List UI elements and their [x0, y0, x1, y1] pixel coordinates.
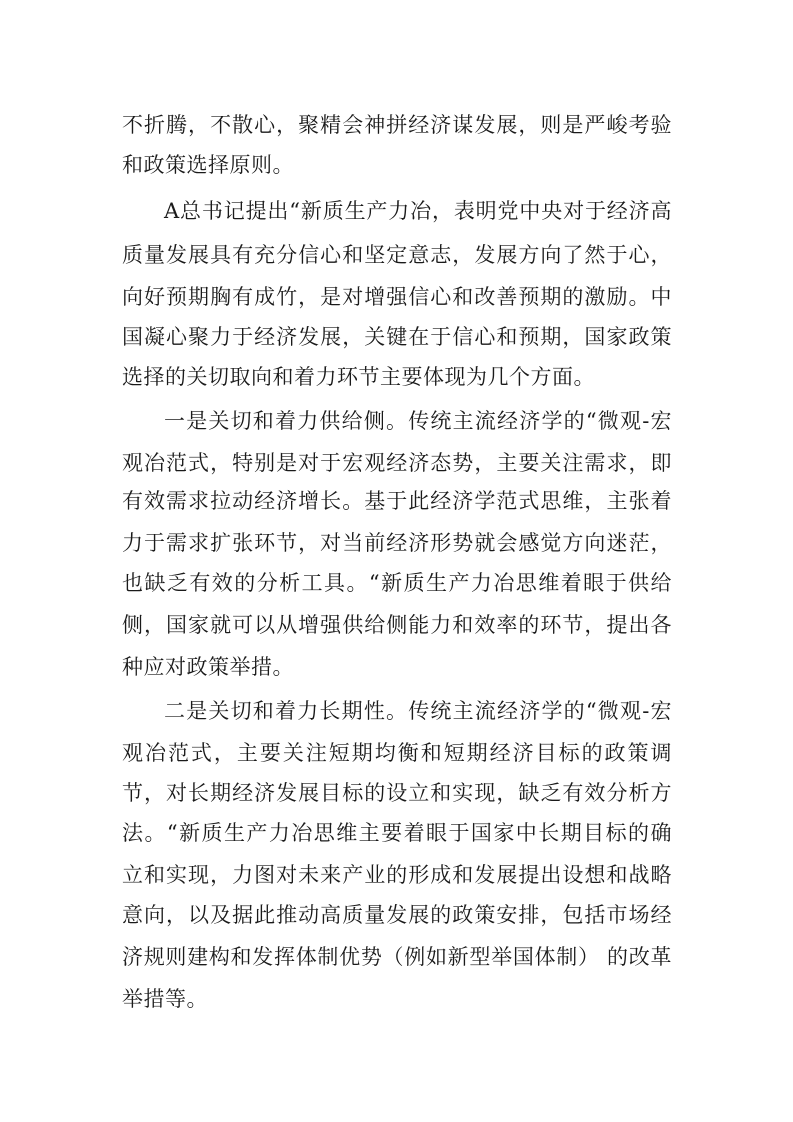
- text-line: 观冶范式，特别是对于宏观经济态势，主要关注需求，即: [122, 451, 672, 475]
- text-line: 选择的关切取向和着力环节主要体现为几个方面。: [122, 365, 595, 389]
- text-line: 向好预期胸有成竹，是对增强信心和改善预期的激励。中: [122, 285, 672, 309]
- text-line: 力于需求扩张环节，对当前经济形势就会感觉方向迷茫，: [122, 531, 672, 555]
- text-line: 侧，国家就可以从增强供给侧能力和效率的环节，提出各: [122, 613, 672, 637]
- text-line: 不折腾，不散心，聚精会神拼经济谋发展，则是严峻考验: [122, 113, 672, 137]
- text-line: 意向，以及据此推动高质量发展的政策安排，包括市场经: [122, 903, 672, 927]
- text-line: 观冶范式，主要关注短期均衡和短期经济目标的政策调: [122, 741, 672, 765]
- text-line: 法。“新质生产力冶思维主要着眼于国家中长期目标的确: [122, 821, 672, 845]
- text-line: 立和实现，力图对未来产业的形成和发展提出设想和战略: [122, 863, 672, 887]
- text-line: 节，对长期经济发展目标的设立和实现，缺乏有效分析方: [122, 781, 672, 805]
- text-line: 济规则建构和发挥体制优势（例如新型举国体制） 的改革: [122, 945, 672, 969]
- text-line: 质量发展具有充分信心和坚定意志，发展方向了然于心，: [122, 243, 672, 267]
- text-line: 和政策选择原则。: [122, 153, 294, 177]
- text-line: 国凝心聚力于经济发展，关键在于信心和预期，国家政策: [122, 325, 672, 349]
- text-line: 二是关切和着力长期性。传统主流经济学的“微观-宏: [164, 699, 672, 723]
- text-line: 一是关切和着力供给侧。传统主流经济学的“微观-宏: [164, 409, 672, 433]
- text-line: 种应对政策举措。: [122, 655, 294, 679]
- text-line: A总书记提出“新质生产力冶，表明党中央对于经济高: [164, 199, 672, 223]
- text-line: 举措等。: [122, 987, 208, 1011]
- text-line: 有效需求拉动经济增长。基于此经济学范式思维，主张着: [122, 489, 672, 513]
- text-line: 也缺乏有效的分析工具。“新质生产力冶思维着眼于供给: [122, 571, 672, 595]
